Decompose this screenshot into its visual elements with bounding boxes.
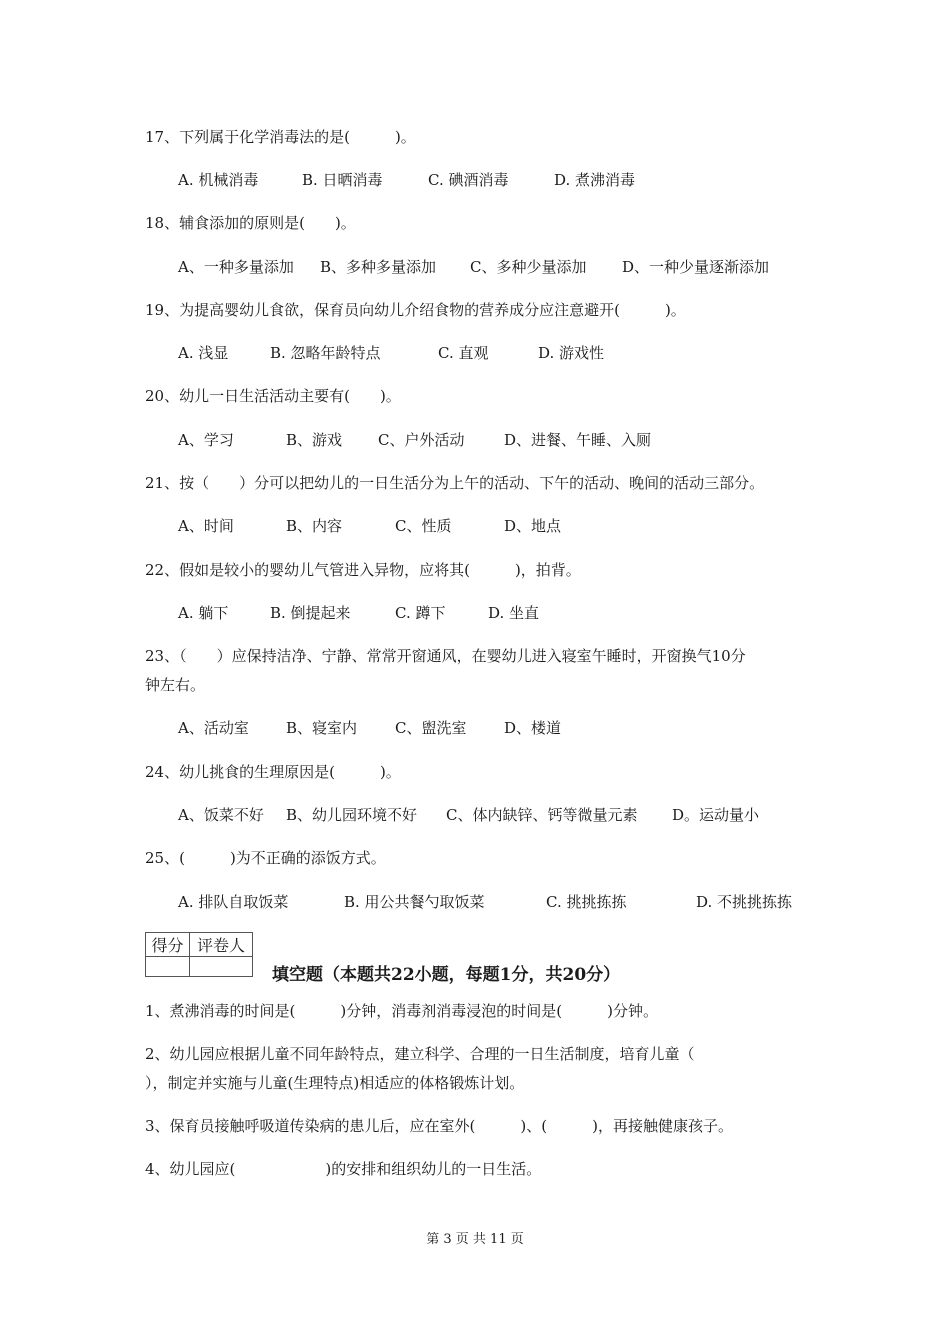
q23-option-b: B、寝室内 xyxy=(286,719,358,737)
q20-option-b: B、游戏 xyxy=(286,431,343,449)
q23-option-a: A、活动室 xyxy=(178,719,249,737)
q22-option-d: D. 坐直 xyxy=(488,604,540,622)
q20-option-d: D、进餐、午睡、入厕 xyxy=(504,431,652,449)
q23-option-c: C、盥洗室 xyxy=(395,719,467,737)
score-label: 得分 xyxy=(146,933,190,957)
q18-option-d: D、一种少量逐渐添加 xyxy=(622,258,770,276)
question-21: 21、按（ ）分可以把幼儿的一日生活分为上午的活动、下午的活动、晚间的活动三部分。 xyxy=(145,474,765,492)
q24-option-c: C、体内缺锌、钙等微量元素 xyxy=(446,806,638,824)
fill-blank-2-continued: ），制定并实施与儿童(生理特点)相适应的体格锻炼计划。 xyxy=(145,1074,525,1092)
q24-option-d: D。运动量小 xyxy=(672,806,760,824)
q21-option-c: C、性质 xyxy=(395,517,452,535)
q17-option-c: C. 碘酒消毒 xyxy=(428,171,509,189)
grader-cell xyxy=(189,957,252,977)
q20-option-a: A、学习 xyxy=(178,431,234,449)
fill-blank-3: 3、保育员接触呼吸道传染病的患儿后，应在室外( )、( )，再接触健康孩子。 xyxy=(145,1117,733,1135)
q20-option-c: C、户外活动 xyxy=(378,431,465,449)
q24-option-b: B、幼儿园环境不好 xyxy=(286,806,418,824)
q23-option-d: D、楼道 xyxy=(504,719,562,737)
q22-option-a: A. 躺下 xyxy=(178,604,229,622)
question-22: 22、假如是较小的婴幼儿气管进入异物，应将其( )，拍背。 xyxy=(145,561,581,579)
q25-option-d: D. 不挑挑拣拣 xyxy=(696,893,793,911)
question-24: 24、幼儿挑食的生理原因是( )。 xyxy=(145,763,401,781)
grader-label: 评卷人 xyxy=(189,933,252,957)
q19-option-c: C. 直观 xyxy=(438,344,489,362)
q25-option-a: A. 排队自取饭菜 xyxy=(178,893,289,911)
question-19: 19、为提高婴幼儿食欲，保育员向幼儿介绍食物的营养成分应注意避开( )。 xyxy=(145,301,686,319)
q18-option-a: A、一种多量添加 xyxy=(178,258,294,276)
score-cell xyxy=(146,957,190,977)
page-footer: 第 3 页 共 11 页 xyxy=(426,1232,524,1247)
q19-option-b: B. 忽略年龄特点 xyxy=(270,344,381,362)
q22-option-c: C. 蹲下 xyxy=(395,604,446,622)
question-23-continued: 钟左右。 xyxy=(145,676,206,694)
q17-option-b: B. 日晒消毒 xyxy=(302,171,383,189)
q24-option-a: A、饭菜不好 xyxy=(178,806,264,824)
fill-blank-2: 2、幼儿园应根据儿童不同年龄特点，建立科学、合理的一日生活制度，培育儿童（ xyxy=(145,1045,695,1063)
q17-option-d: D. 煮沸消毒 xyxy=(554,171,636,189)
q21-option-a: A、时间 xyxy=(178,517,234,535)
score-box xyxy=(145,932,253,977)
q21-option-b: B、内容 xyxy=(286,517,343,535)
q22-option-b: B. 倒提起来 xyxy=(270,604,351,622)
q18-option-b: B、多种多量添加 xyxy=(320,258,437,276)
fill-blank-1: 1、煮沸消毒的时间是( )分钟，消毒剂消毒浸泡的时间是( )分钟。 xyxy=(145,1002,658,1020)
q21-option-d: D、地点 xyxy=(504,517,562,535)
q17-option-a: A. 机械消毒 xyxy=(178,171,259,189)
question-20: 20、幼儿一日生活活动主要有( )。 xyxy=(145,387,401,405)
q19-option-a: A. 浅显 xyxy=(178,344,229,362)
fill-blank-4: 4、幼儿园应( )的安排和组织幼儿的一日生活。 xyxy=(145,1160,542,1178)
question-25: 25、( )为不正确的添饭方式。 xyxy=(145,849,386,867)
question-23: 23、（ ）应保持洁净、宁静、常常开窗通风，在婴幼儿进入寝室午睡时，开窗换气10分 xyxy=(145,647,746,665)
question-18: 18、辅食添加的原则是( )。 xyxy=(145,214,356,232)
q19-option-d: D. 游戏性 xyxy=(538,344,605,362)
q25-option-c: C. 挑挑拣拣 xyxy=(546,893,627,911)
question-17: 17、下列属于化学消毒法的是( )。 xyxy=(145,128,416,146)
q18-option-c: C、多种少量添加 xyxy=(470,258,587,276)
section-title: 填空题（本题共22小题，每题1分，共20分） xyxy=(272,965,621,985)
q25-option-b: B. 用公共餐勺取饭菜 xyxy=(344,893,485,911)
